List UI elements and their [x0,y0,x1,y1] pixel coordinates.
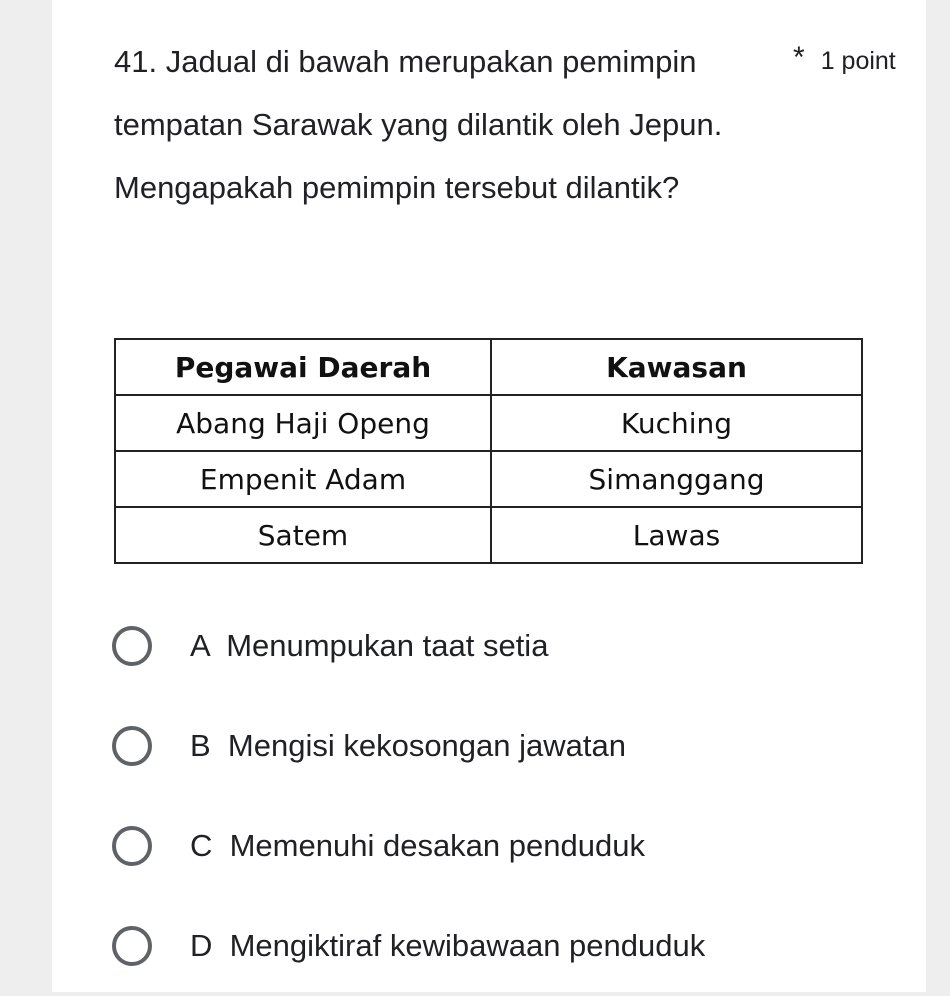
question-image-table [114,338,863,564]
table-header-cell: Kawasan [491,339,862,395]
radio-button-icon[interactable] [112,626,152,666]
radio-button-icon[interactable] [112,826,152,866]
table-header-row [115,339,862,395]
option-d[interactable] [112,896,705,996]
table-cell: Satem [115,507,491,563]
option-a[interactable] [112,596,705,696]
radio-button-icon[interactable] [112,926,152,966]
table-cell: Kuching [491,395,862,451]
question-card [52,0,926,992]
table-row [115,451,862,507]
option-c[interactable] [112,796,705,896]
option-b[interactable] [112,696,705,796]
table-cell: Abang Haji Openg [115,395,491,451]
question-meta [793,30,896,93]
option-label: D Mengiktiraf kewibawaan penduduk [190,928,706,963]
table-cell: Simanggang [491,451,862,507]
table-cell: Lawas [491,507,862,563]
leaders-table [114,338,863,564]
question-title: 41. Jadual di bawah merupakan pemimpin tempatan Sarawak yang dilantik oleh Jepun. Mengapakah pemimpin tersebut dilantik? [114,44,723,205]
table-row [115,507,862,563]
table-header-cell: Pegawai Daerah [115,339,491,395]
option-label: C Memenuhi desakan penduduk [190,828,645,863]
required-marker: * [793,40,805,74]
radio-button-icon[interactable] [112,726,152,766]
option-label: A Menumpukan taat setia [190,628,549,663]
answer-options [112,596,705,996]
table-cell: Empenit Adam [115,451,491,507]
question-header [114,30,896,219]
option-label: B Mengisi kekosongan jawatan [190,728,626,763]
table-row [115,395,862,451]
points-label: 1 point [820,47,896,75]
